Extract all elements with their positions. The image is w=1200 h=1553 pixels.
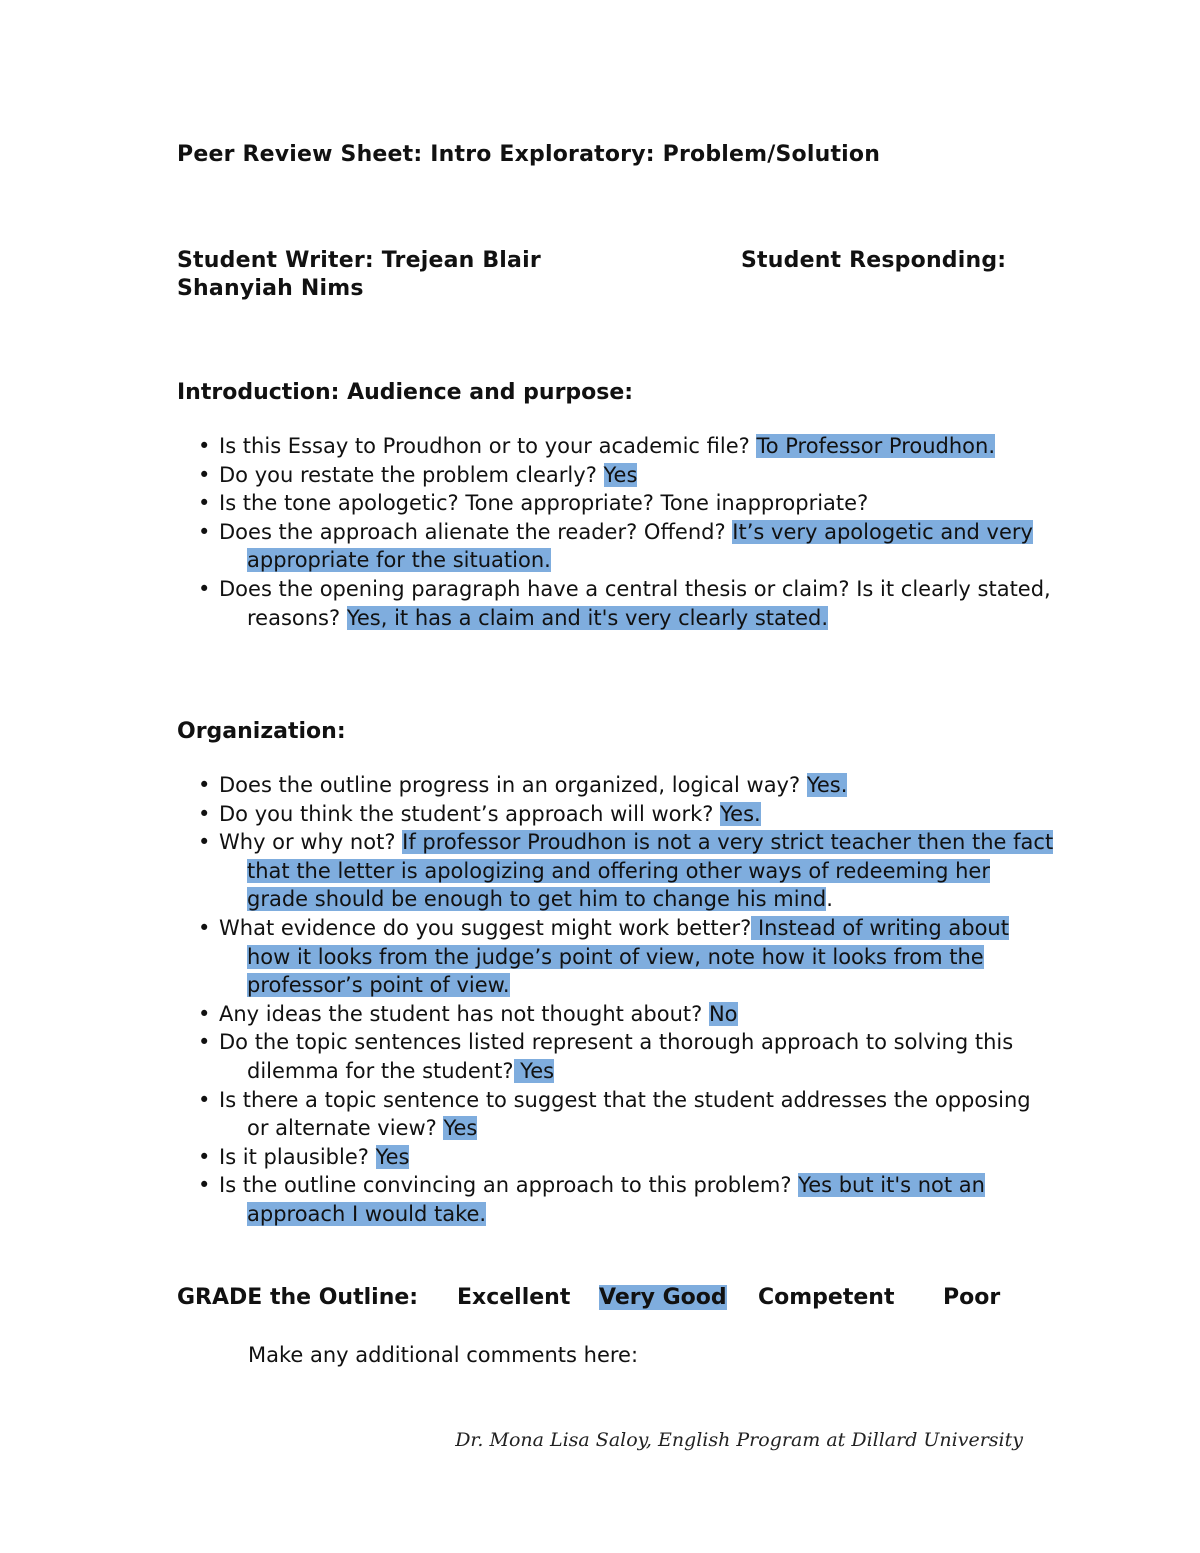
- student-writer: Student Writer: Trejean Blair: [177, 248, 541, 273]
- bullet-icon: •: [198, 576, 211, 601]
- question-text: Is it plausible?: [219, 1144, 376, 1169]
- highlighted-answer: Yes: [603, 462, 638, 487]
- intro-question-list: [177, 432, 1057, 632]
- organization-question-item: [177, 1000, 1057, 1029]
- question-text: Is this Essay to Proudhon or to your academic file?: [219, 434, 757, 458]
- highlighted-answer: Yes, it has a claim and it's very clearly stated.: [346, 605, 829, 630]
- intro-question-item: [177, 461, 1057, 490]
- question-text: Why or why not?: [219, 830, 403, 855]
- question-text: Do you think the student’s approach will work?: [219, 801, 721, 826]
- highlighted-answer: Yes: [513, 1058, 555, 1083]
- question-text: Is the tone apologetic? Tone appropriate? Tone inappropriate?: [219, 491, 869, 516]
- grade-label: GRADE the Outline:: [177, 1285, 419, 1310]
- grade-option-excellent: Excellent: [457, 1285, 571, 1310]
- organization-question-item: [177, 1143, 1057, 1172]
- highlighted-answer: Yes: [375, 1144, 410, 1169]
- page-title: Peer Review Sheet: Intro Exploratory: Problem/Solution: [177, 142, 881, 167]
- organization-question-item: [177, 771, 1057, 800]
- organization-question-item: [177, 1028, 1057, 1085]
- organization-question-list: [177, 771, 1057, 1229]
- question-text: Is there a topic sentence to suggest that the student addresses the opposing or alternate view?: [219, 1087, 1031, 1141]
- intro-question-item: [177, 489, 1057, 518]
- intro-question-item: [177, 575, 1057, 632]
- question-text: Any ideas the student has not thought about?: [219, 1001, 709, 1026]
- bullet-icon: •: [198, 773, 211, 797]
- highlighted-answer: If professor Proudhon is not a very strict teacher then the fact that the letter is apologizing and offering other ways of redeeming her grade should be enough to get him to change his mind: [247, 830, 1054, 912]
- highlighted-answer: No: [708, 1001, 738, 1026]
- question-text: Does the approach alienate the reader? Offend?: [219, 519, 733, 544]
- bullet-icon: •: [198, 915, 211, 940]
- organization-question-item: [177, 828, 1057, 914]
- student-responding-label: Student Responding:: [741, 248, 1007, 273]
- highlighted-answer: Yes: [443, 1116, 478, 1141]
- bullet-icon: •: [198, 1001, 211, 1026]
- additional-comments-prompt: Make any additional comments here:: [248, 1343, 639, 1367]
- highlighted-answer: Yes.: [806, 773, 848, 797]
- question-text: Does the outline progress in an organized, logical way?: [219, 773, 807, 797]
- highlighted-answer: To Professor Proudhon.: [756, 434, 995, 458]
- student-responding-name: Shanyiah Nims: [177, 276, 364, 301]
- bullet-icon: •: [198, 1087, 211, 1112]
- intro-question-item: [177, 432, 1057, 461]
- bullet-icon: •: [198, 519, 211, 544]
- intro-heading: Introduction: Audience and purpose:: [177, 380, 634, 405]
- organization-question-item: [177, 800, 1057, 829]
- organization-question-item: [177, 914, 1057, 1000]
- organization-heading: Organization:: [177, 719, 346, 744]
- organization-question-item: [177, 1171, 1057, 1228]
- bullet-icon: •: [198, 491, 211, 516]
- highlighted-answer: It’s very apologetic and very appropriate for the situation.: [247, 519, 1033, 573]
- bullet-icon: •: [198, 830, 211, 855]
- grade-option-poor: Poor: [943, 1285, 1001, 1310]
- bullet-icon: •: [198, 1030, 211, 1055]
- answer-tail: .: [826, 887, 833, 912]
- question-text: Do you restate the problem clearly?: [219, 462, 604, 487]
- grade-option-competent: Competent: [758, 1285, 895, 1310]
- question-text: Does the opening paragraph have a central thesis or claim? Is it clearly stated, reasons?: [219, 576, 1051, 630]
- question-text: What evidence do you suggest might work better?: [219, 915, 752, 940]
- highlighted-answer: Yes.: [720, 801, 761, 826]
- bullet-icon: •: [198, 801, 211, 826]
- footer-credit: Dr. Mona Lisa Saloy, English Program at Dillard University: [455, 1429, 1023, 1451]
- grade-option-very-good: Very Good: [599, 1285, 727, 1310]
- question-text: Do the topic sentences listed represent a thorough approach to solving this dilemma for the student?: [219, 1030, 1014, 1083]
- highlighted-answer: Yes but it's not an approach I would take.: [247, 1173, 985, 1226]
- intro-question-item: [177, 518, 1057, 575]
- bullet-icon: •: [198, 462, 211, 487]
- bullet-icon: •: [198, 1173, 211, 1198]
- highlighted-answer: Instead of writing about how it looks from the judge’s point of view, note how it looks from the professor’s point of view.: [247, 915, 1009, 998]
- bullet-icon: •: [198, 434, 211, 458]
- question-text: Is the outline convincing an approach to this problem?: [219, 1173, 799, 1198]
- organization-question-item: [177, 1086, 1057, 1143]
- bullet-icon: •: [198, 1144, 211, 1169]
